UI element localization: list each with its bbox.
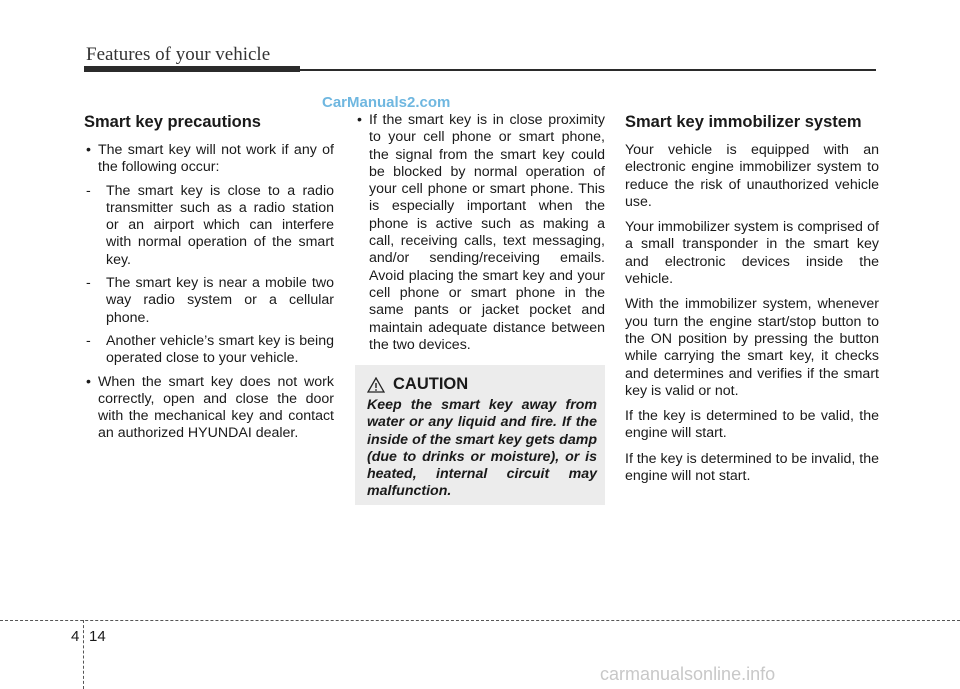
paragraph: If the key is determined to be valid, the engine will start. — [625, 408, 879, 442]
header-rule — [300, 69, 876, 71]
sub-item — [84, 333, 334, 368]
column-left — [84, 112, 334, 443]
page-number: 14 — [89, 628, 106, 645]
sub-item-text: Another vehicle’s smart key is being operated close to your vehicle. — [106, 332, 334, 367]
header-bar — [84, 66, 300, 72]
footer-divider — [83, 620, 84, 689]
dash: - — [86, 332, 91, 349]
bullet-text: The smart key will not work if any of the following occur: — [98, 142, 334, 176]
section-title-immobilizer: Smart key immobilizer system — [625, 113, 862, 131]
sub-item — [84, 275, 334, 327]
caution-box — [355, 365, 605, 505]
dash: - — [86, 182, 91, 199]
caution-header — [367, 375, 468, 394]
caution-title: CAUTION — [393, 375, 469, 393]
caution-text: Keep the smart key away from water or any liquid and fire. If the inside of the smart key gets damp (due to drinks or moisture), or is heated, internal circuit may malfunction. — [367, 397, 597, 500]
sub-item — [84, 183, 334, 269]
paragraph: Your immobilizer system is comprised of a small transponder in the smart key and electronic devices inside the vehicle. — [625, 219, 879, 288]
watermark-top: CarManuals2.com — [322, 94, 451, 111]
page-header-title: Features of your vehicle — [86, 44, 271, 65]
paragraph: With the immobilizer system, whenever you turn the engine start/stop button to the ON position by pressing the button while carrying the smart key, it checks and determines and verifies if the smart key is valid or not. — [625, 296, 879, 399]
chapter-number: 4 — [71, 628, 80, 645]
bullet-text: If the smart key is in close proximity to your cell phone or smart phone, the signal from the smart key could be blocked by normal operation of your cell phone or smart phone. This is especially important when the phone is active such as making a call, receiving calls, text messaging, and/or sending/receiving emails. Avoid placing the smart key and your cell phone or smart phone in the same pants or jacket pocket and maintain adequate distance between the two devices. — [369, 112, 605, 353]
warning-triangle-icon — [367, 377, 385, 393]
bullet-item — [84, 142, 334, 177]
section-title-precautions: Smart key precautions — [84, 113, 261, 131]
footer-rule — [0, 620, 960, 621]
bullet-text: When the smart key does not work correctly, open and close the door with the mechanical key and contact an authorized HYUNDAI dealer. — [98, 373, 334, 442]
paragraph: If the key is determined to be invalid, the engine will not start. — [625, 450, 879, 485]
bullet-item — [355, 112, 605, 354]
sub-item-text: The smart key is near a mobile two way radio system or a cellular phone. — [106, 275, 334, 326]
paragraph: Your vehicle is equipped with an electronic engine immobilizer system to reduce the risk of unauthorized vehicle use. — [625, 142, 879, 210]
dash: - — [86, 275, 91, 292]
column-right — [625, 112, 879, 493]
bullet-item — [84, 374, 334, 443]
watermark-bottom: carmanualsonline.info — [600, 664, 776, 684]
sub-item-text: The smart key is close to a radio transmitter such as a radio station or an airport which can interfere with normal operation of the smart key. — [106, 182, 334, 268]
column-middle — [355, 112, 605, 354]
